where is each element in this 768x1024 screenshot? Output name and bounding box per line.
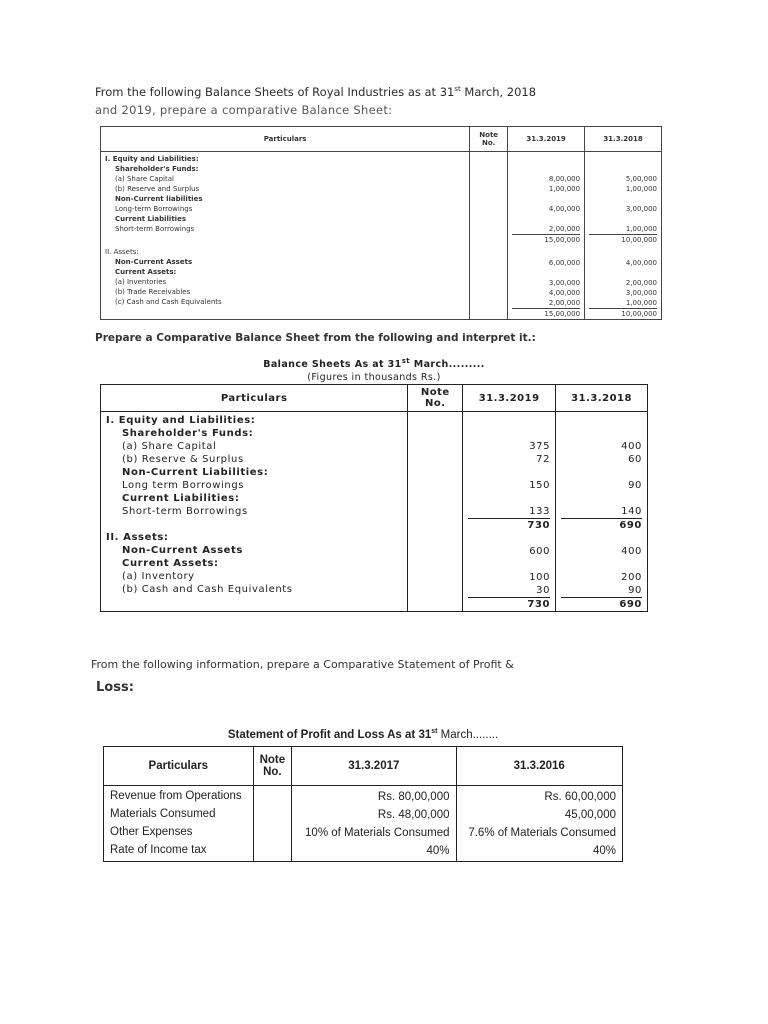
balance-sheet-table-2 [100, 384, 648, 612]
cell-value: 90 [628, 585, 642, 596]
cell-value: 7.6% of Materials Consumed [468, 827, 616, 839]
row-label: (a) Share Capital [122, 441, 217, 452]
cell-value: 2,00,000 [548, 299, 581, 307]
total-value: 10,00,000 [589, 308, 657, 319]
note-column [253, 786, 292, 862]
row-label: Shareholder's Funds: [115, 165, 199, 173]
cell-value: 60 [628, 454, 642, 465]
cell-value: 3,00,000 [625, 289, 657, 297]
cell-value: 400 [621, 441, 642, 452]
question-1-line-2: and 2019, prepare a comparative Balance Sheet: [95, 102, 393, 117]
cell-value: 4,00,000 [625, 259, 657, 267]
cell-value: Rs. 48,00,000 [377, 809, 450, 821]
row-label: Non-Current Liabilities: [122, 467, 269, 478]
header-2019: 31.3.2019 [463, 385, 556, 412]
row-label: I. Equity and Liabilities: [106, 415, 256, 426]
table-2-subcaption: (Figures in thousands Rs.) [307, 372, 441, 383]
header-particulars: Particulars [104, 747, 254, 786]
header-particulars: Particulars [101, 385, 408, 412]
total-value: 690 [561, 597, 642, 611]
cell-value: 375 [529, 441, 551, 452]
profit-loss-table [103, 746, 623, 862]
header-note-no: Note No. [408, 385, 463, 412]
total-value: 10,00,000 [589, 234, 657, 245]
cell-value: Rs. 80,00,000 [377, 791, 450, 803]
row-label: Long-term Borrowings [115, 205, 193, 213]
value-column-2019 [463, 412, 556, 612]
question-3-line-2: Loss: [96, 680, 134, 695]
value-column-2017 [292, 786, 456, 862]
row-label: I. Equity and Liabilities: [105, 155, 199, 163]
question-1-line-1: From the following Balance Sheets of Royal Industries as at 31st March, 2018 [95, 84, 537, 99]
row-label: Other Expenses [110, 826, 193, 838]
row-label: Non-Current Assets [115, 258, 193, 266]
row-label: Rate of Income tax [110, 844, 207, 856]
row-label: Shareholder's Funds: [122, 428, 254, 439]
table-2-caption: Balance Sheets As at 31st March......... [263, 357, 485, 371]
table-3-caption: Statement of Profit and Loss As at 31st March........ [227, 728, 499, 741]
cell-value: Rs. 60,00,000 [544, 791, 616, 803]
header-note-no: Note No. [470, 127, 508, 152]
total-value: 15,00,000 [512, 234, 580, 245]
cell-value: 4,00,000 [548, 205, 581, 213]
cell-value: 1,00,000 [548, 185, 581, 193]
row-label: Non-Current Assets [122, 545, 243, 556]
cell-value: 4,00,000 [548, 289, 581, 297]
row-label [106, 518, 402, 531]
row-label: Current Liabilities: [122, 493, 240, 504]
row-label: (b) Cash and Cash Equivalents [122, 584, 293, 595]
cell-value: 400 [621, 546, 642, 557]
total-value: 690 [561, 518, 642, 532]
question-1 [95, 80, 536, 119]
question-3-line-1: From the following information, prepare a Comparative Statement of Profit & [91, 658, 514, 671]
note-column [408, 412, 463, 612]
value-column-2019 [508, 152, 585, 320]
row-label: Short-term Borrowings [115, 225, 195, 233]
header-2018: 31.3.2018 [556, 385, 648, 412]
row-label: Current Assets: [115, 268, 177, 276]
cell-value: 3,00,000 [625, 205, 657, 213]
row-label: (c) Cash and Cash Equivalents [115, 298, 222, 306]
cell-value: 72 [536, 454, 551, 465]
cell-value: 133 [529, 506, 551, 517]
cell-value: 1,00,000 [625, 225, 657, 233]
cell-value: 140 [621, 506, 642, 517]
cell-value: 40% [592, 845, 616, 857]
row-label: (b) Reserve & Surplus [122, 454, 244, 465]
value-column-2018 [585, 152, 662, 320]
header-2019: 31.3.2019 [508, 127, 585, 152]
row-label: Revenue from Operations [110, 790, 242, 802]
cell-value: 2,00,000 [548, 225, 581, 233]
row-label: Long term Borrowings [122, 480, 245, 491]
value-column-2016 [456, 786, 623, 862]
row-label: II. Assets: [105, 248, 139, 256]
header-note-no: Note No. [253, 747, 292, 786]
row-label: (a) Inventory [122, 571, 195, 582]
cell-value: 150 [529, 480, 551, 491]
cell-value: 1,00,000 [625, 299, 657, 307]
cell-value: 200 [621, 572, 642, 583]
row-label: Non-Current liabilities [115, 195, 203, 203]
particulars-column [104, 786, 254, 862]
cell-value: 5,00,000 [625, 175, 657, 183]
cell-value: 1,00,000 [625, 185, 657, 193]
cell-value: 8,00,000 [548, 175, 581, 183]
cell-value: 100 [529, 572, 551, 583]
header-particulars: Particulars [101, 127, 470, 152]
cell-value: 45,00,000 [564, 809, 616, 821]
row-label: Materials Consumed [110, 808, 216, 820]
row-label: II. Assets: [106, 532, 169, 543]
header-2017: 31.3.2017 [292, 747, 456, 786]
row-label: (b) Trade Receivables [115, 288, 191, 296]
cell-value: 90 [628, 480, 642, 491]
row-label: (b) Reserve and Surplus [115, 185, 200, 193]
cell-value: 30 [536, 585, 551, 596]
particulars-column [101, 412, 408, 612]
cell-value: 6,00,000 [548, 259, 581, 267]
cell-value: 2,00,000 [625, 279, 657, 287]
header-2018: 31.3.2018 [585, 127, 662, 152]
cell-value: 3,00,000 [548, 279, 581, 287]
row-label: Current Assets: [122, 558, 219, 569]
row-label [105, 234, 465, 244]
row-label [106, 596, 402, 609]
cell-value: 40% [426, 845, 450, 857]
row-label: (a) Inventories [115, 278, 167, 286]
header-2016: 31.3.2016 [456, 747, 623, 786]
value-column-2018 [556, 412, 648, 612]
balance-sheet-table-1 [100, 126, 662, 320]
total-value: 15,00,000 [512, 308, 580, 319]
particulars-column [101, 152, 470, 320]
row-label: Short-term Borrowings [122, 506, 248, 517]
total-value: 730 [468, 518, 550, 532]
row-label: Current Liabilities [115, 215, 186, 223]
cell-value: 600 [529, 546, 551, 557]
total-value: 730 [468, 597, 550, 611]
question-2: Prepare a Comparative Balance Sheet from the following and interpret it.: [95, 332, 536, 344]
cell-value: 10% of Materials Consumed [305, 827, 450, 839]
row-label: (a) Share Capital [115, 175, 174, 183]
note-column [470, 152, 508, 320]
